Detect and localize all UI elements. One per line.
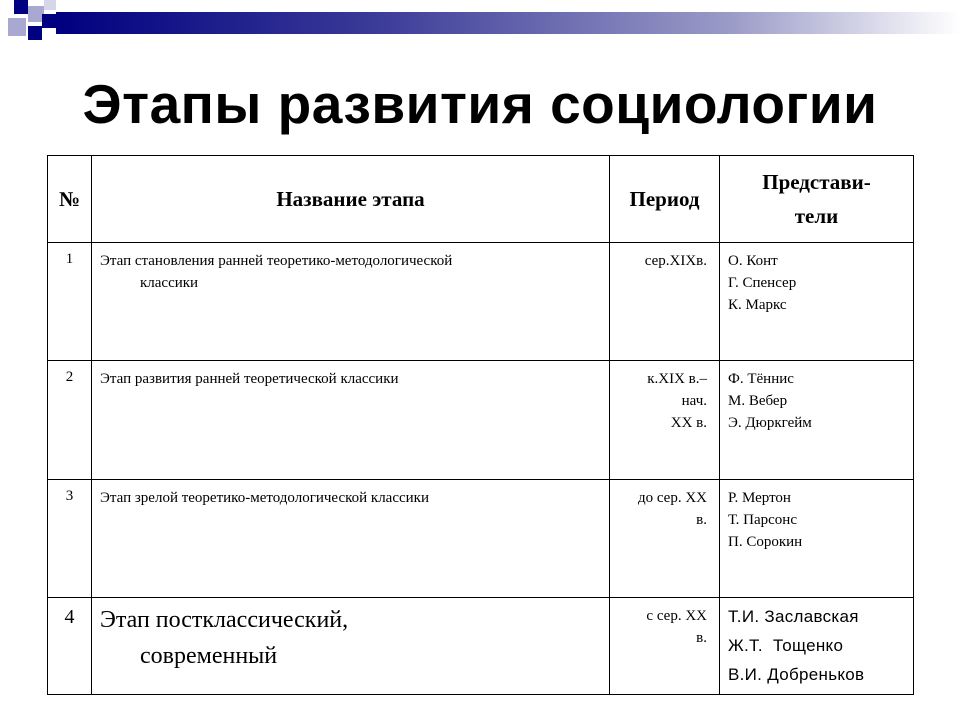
stage-name-line2: классики: [140, 275, 199, 291]
representative: М. Вебер: [728, 393, 788, 409]
header-num: №: [48, 156, 92, 243]
representative: О. Конт: [728, 253, 778, 269]
stage-name-line1: Этап становления ранней теоретико-методологической: [100, 253, 453, 269]
representative: Ф. Тённис: [728, 371, 794, 387]
header-representatives: [720, 156, 914, 243]
stage-name-line1: Этап постклассический,: [100, 607, 349, 633]
representative: Т.И. Заславская: [728, 607, 859, 626]
row-representatives: [720, 598, 914, 695]
row-stage-name: [92, 598, 610, 695]
decor-square: [42, 14, 56, 28]
decor-square: [8, 18, 26, 36]
row-stage-name: [92, 480, 610, 598]
period-line: в.: [696, 512, 707, 528]
representative: Г. Спенсер: [728, 275, 797, 291]
header-reps-line2: тели: [794, 204, 839, 228]
stages-table: [47, 155, 914, 695]
row-stage-name: [92, 243, 610, 361]
row-representatives: [720, 243, 914, 361]
representative: В.И. Добреньков: [728, 665, 865, 684]
page-title: Этапы развития социологии: [82, 73, 878, 135]
row-period: [610, 598, 720, 695]
representative: Р. Мертон: [728, 490, 791, 506]
table-header-row: [48, 156, 914, 243]
representative: К. Маркс: [728, 297, 787, 313]
row-num: 3: [48, 480, 92, 598]
header-gradient-band: [56, 12, 960, 34]
decor-square: [28, 26, 42, 40]
decor-square: [14, 0, 28, 14]
period-line: к.XIX в.–: [647, 371, 707, 387]
period-line: в.: [696, 630, 707, 646]
decor-square: [44, 0, 56, 10]
period-line: с сер. XX: [646, 608, 707, 624]
header-period: Период: [610, 156, 720, 243]
stage-name-line2: современный: [140, 643, 278, 669]
row-num: 1: [48, 243, 92, 361]
row-representatives: [720, 361, 914, 480]
period-line: до сер. XX: [637, 490, 707, 506]
row-representatives: [720, 480, 914, 598]
period-line: XX в.: [670, 415, 707, 431]
representative: Ж.Т. Тощенко: [728, 636, 844, 655]
table-row: [48, 480, 914, 598]
period-line: нач.: [681, 393, 707, 409]
representative: Э. Дюркгейм: [728, 415, 812, 431]
row-period: [610, 243, 720, 361]
table-row: [48, 243, 914, 361]
period-line: сер.XIXв.: [644, 253, 707, 269]
stage-name-line1: Этап развития ранней теоретической классики: [100, 371, 399, 387]
row-period: [610, 361, 720, 480]
representative: Т. Парсонс: [728, 512, 797, 528]
table-row: [48, 598, 914, 695]
stage-name-line1: Этап зрелой теоретико-методологической классики: [100, 490, 429, 506]
representative: П. Сорокин: [728, 534, 803, 550]
header-name: Название этапа: [92, 156, 610, 243]
decorative-header-bar: [0, 0, 960, 48]
table-row: [48, 361, 914, 480]
row-stage-name: [92, 361, 610, 480]
row-num: 4: [48, 598, 92, 695]
row-period: [610, 480, 720, 598]
header-reps-line1: Представи-: [762, 170, 871, 194]
row-num: 2: [48, 361, 92, 480]
